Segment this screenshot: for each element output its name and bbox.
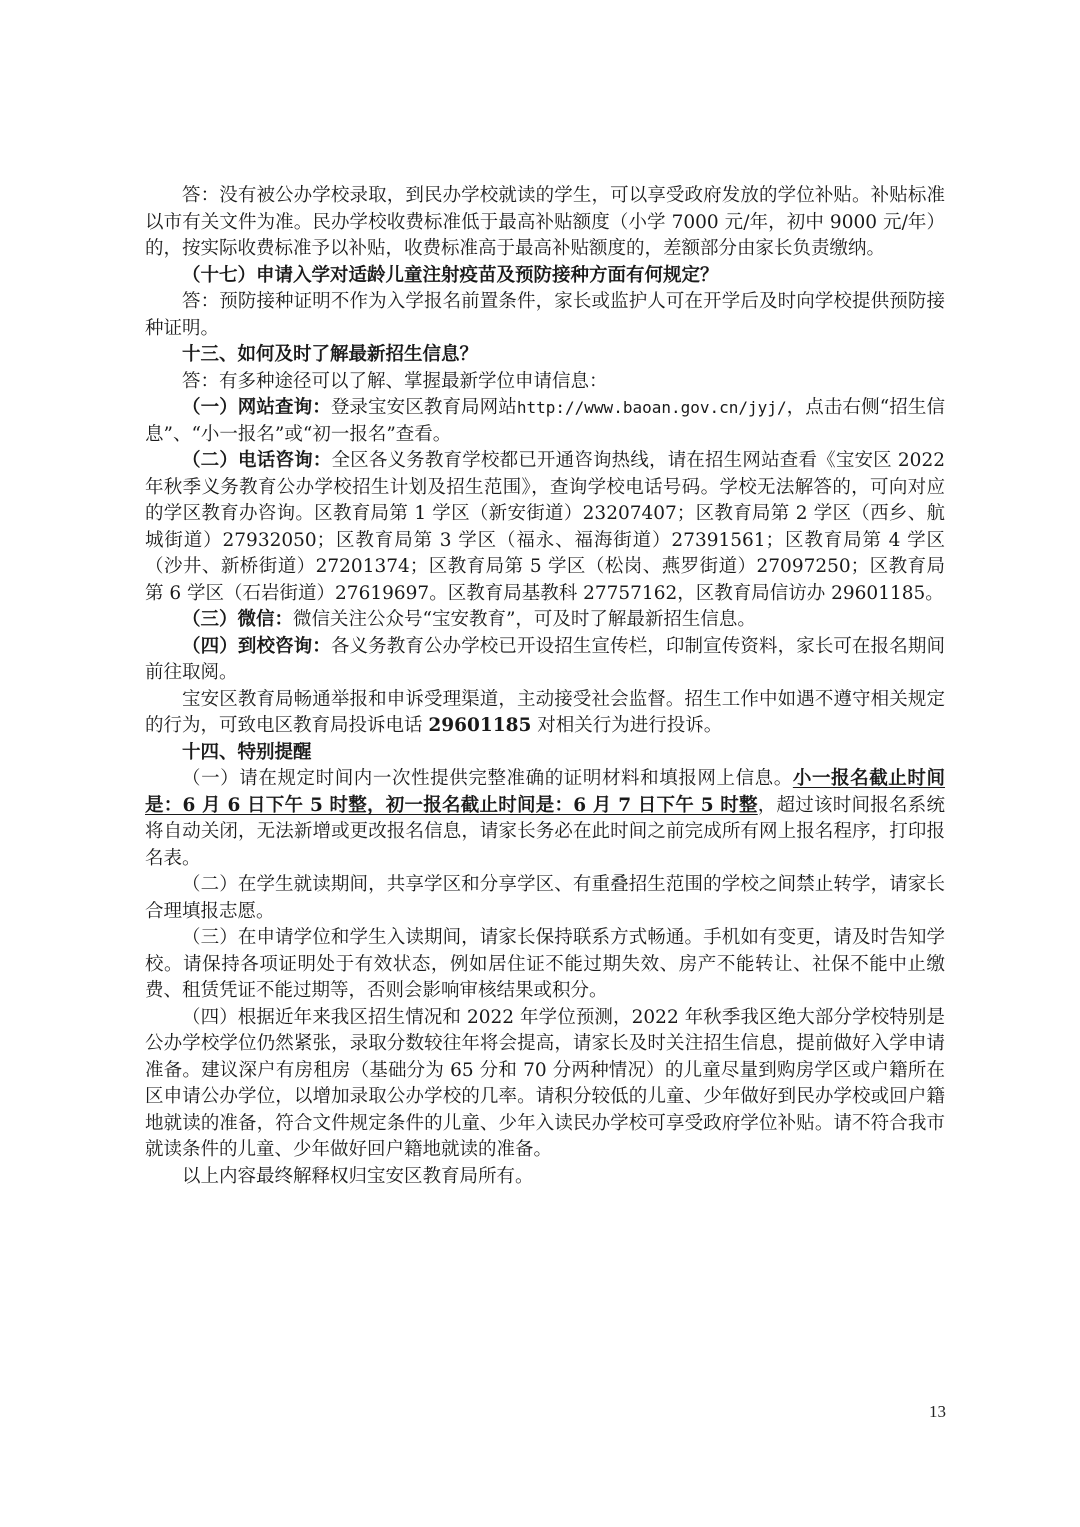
reminder-3: （三）在申请学位和学生入读期间，请家长保持联系方式畅通。手机如有变更，请及时告知学校。请保持各项证明处于有效状态，例如居住证不能过期失效、房产不能转让、社保不能中止缴费、租赁凭证不能过期等，否则会影响审核结果或积分。 <box>145 927 945 1001</box>
reminder-4: （四）根据近年来我区招生情况和 2022 年学位预测，2022 年秋季我区绝大部分学校特别是公办学校学位仍然紧张，录取分数较往年将会提高，请家长及时关注招生信息，提前做好入学申请准备。建议深户有房租房（基础分为 65 分和 70 分两种情况）的儿童尽量到购房学区或户籍所在区申请公办学位，以增加录取公办学校的几率。请积分较低的儿童、少年做好到民办学校或回户籍地就读的准备，符合文件规定条件的儿童、少年入读民办学校可享受政府学位补贴。请不符合我市就读条件的儿童、少年做好回户籍地就读的准备。 <box>145 1006 945 1160</box>
section-13-heading: 十三、如何及时了解最新招生信息？ <box>182 344 479 365</box>
vaccine-answer: 答：预防接种证明不作为入学报名前置条件，家长或监护人可在开学后及时向学校提供预防接种证明。 <box>145 291 945 339</box>
reminder-1-text-b: ，超过该时间报名系统将自动关闭，无法新增或更改报名信息，请家长务必在此时间之前完成所有网上报名程序，打印报名表。 <box>145 794 945 869</box>
section-13-answer: 答：有多种途径可以了解、掌握最新学位申请信息： <box>182 370 608 392</box>
school-visit-label: （四）到校咨询： <box>182 635 331 657</box>
reminder-1-text-a: （一）请在规定时间内一次性提供完整准确的证明材料和填报网上信息。 <box>182 768 793 789</box>
website-query-label: （一）网站查询： <box>182 397 331 418</box>
wechat-label: （三）微信： <box>182 609 294 630</box>
subsidy-answer: 答：没有被公办学校录取，到民办学校就读的学生，可以享受政府发放的学位补贴。补贴标准以市有关文件为准。民办学校收费标准低于最高补贴额度（小学 7000 元/年，初中 9000 元/年）的，按实际收费标准予以补贴，收费标准高于最高补贴额度的，差额部分由家长负责缴纳。 <box>145 185 945 259</box>
question-17: （十七）申请入学对适龄儿童注射疫苗及预防接种方面有何规定？ <box>182 264 719 286</box>
reminder-2: （二）在学生就读期间，共享学区和分享学区、有重叠招生范围的学校之间禁止转学，请家长合理填报志愿。 <box>145 874 945 922</box>
phone-consult-text: 全区各义务教育学校都已开通咨询热线，请在招生网站查看《宝安区 2022 年秋季义务教育公办学校招生计划及招生范围》，查询学校电话号码。学校无法解答的，可向对应的学区教育办咨询。区教育局第 1 学区（新安街道）23207407；区教育局第 2 学区（西乡、航城街道）27932050；区教育局第 3 学区（福永、福海街道）27391561；区教育局第 4 学区（沙井、新桥街道）27201374；区教育局第 5 学区（松岗、燕罗街道）27097250；区教育局第 6 学区（石岩街道）27619697。区教育局基教科 27757162，区教育局信访办 29601185。 <box>145 450 945 604</box>
complaint-text-1: 宝安区教育局畅通举报和申诉受理渠道，主动接受社会监督。招生工作中如遇不遵守相关规定的行为，可致电区教育局投诉电话 <box>145 688 945 736</box>
complaint-phone: 29601185 <box>428 715 532 736</box>
website-query-text-1: 登录宝安区教育局网站 <box>330 397 517 418</box>
phone-consult-paragraph <box>145 448 945 607</box>
school-visit-paragraph <box>145 634 945 687</box>
website-query-paragraph <box>145 395 945 448</box>
website-query-text-2: ，点击右侧“招生信息”、“小一报名”或“初一报名”查看。 <box>145 397 945 445</box>
website-url: http://www.baoan.gov.cn/jyj/ <box>516 398 787 417</box>
page-number: 13 <box>929 1402 946 1421</box>
wechat-paragraph <box>145 607 945 634</box>
wechat-text: 微信关注公众号“宝安教育”，可及时了解最新招生信息。 <box>293 609 756 630</box>
reminder-1 <box>145 766 945 872</box>
closing-statement: 以上内容最终解释权归宝安区教育局所有。 <box>182 1165 534 1187</box>
phone-consult-label: （二）电话咨询： <box>182 450 332 471</box>
complaint-text-2: 对相关行为进行投诉。 <box>531 715 723 736</box>
school-visit-text: 各义务教育公办学校已开设招生宣传栏，印制宣传资料，家长可在报名期间前往取阅。 <box>145 635 945 683</box>
document-body <box>145 183 945 1190</box>
complaint-paragraph <box>145 687 945 740</box>
section-14-heading: 十四、特别提醒 <box>182 741 312 763</box>
deadline-notice: 小一报名截止时间是：6 月 6 日下午 5 时整，初一报名截止时间是：6 月 7 日下午 5 时整 <box>145 768 945 816</box>
